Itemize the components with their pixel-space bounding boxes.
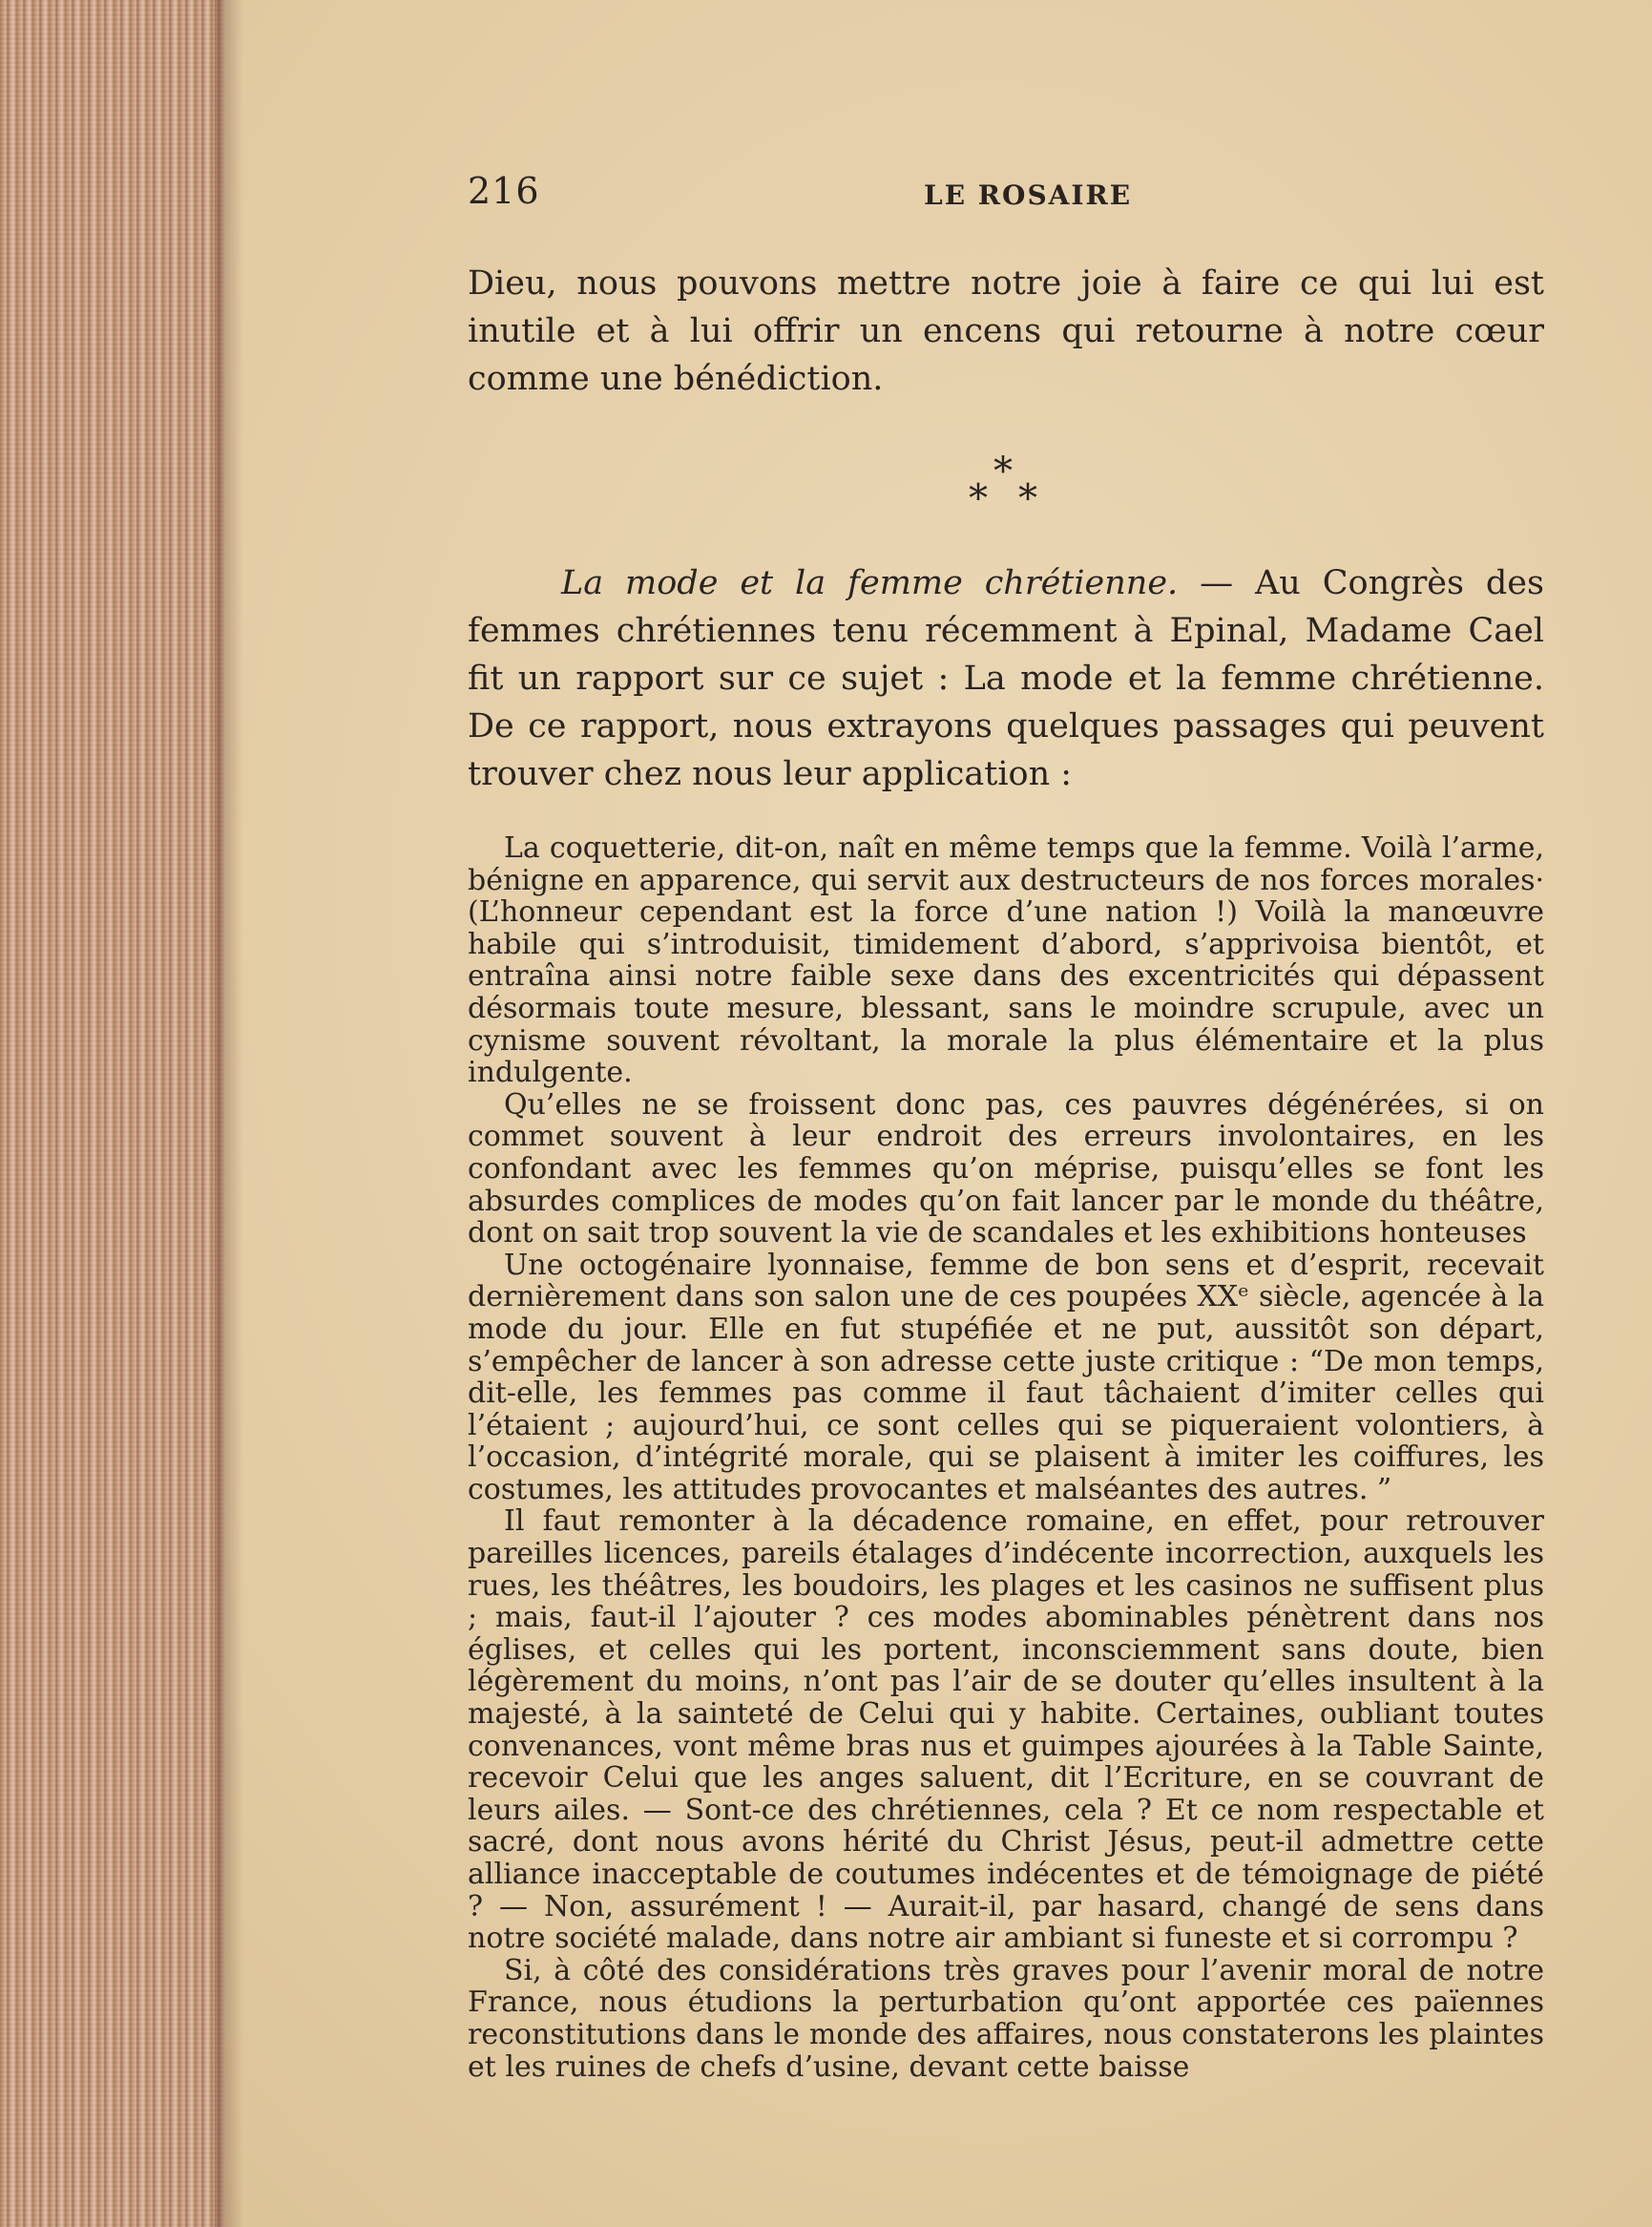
page-body: [468, 260, 1544, 2083]
asterism-right: ⁎: [1018, 465, 1043, 509]
section-intro-text: — Au Congrès des femmes chrétiennes tenu récemment à Epinal, Madame Cael fit un rapport sur ce sujet : La mode et la femme chrétienne. De ce rapport, nous extrayons quelques passages qui peuvent trouver chez nous leur application :: [468, 564, 1544, 793]
asterism-left: ⁎: [969, 465, 993, 509]
quoted-passage: [468, 832, 1544, 2083]
opening-paragraph: Dieu, nous pouvons mettre notre joie à faire ce qui lui est inutile et à lui offrir un encens qui retourne à notre cœur comme une bénédiction.: [468, 264, 1544, 398]
asterism-top: *: [993, 450, 1018, 494]
quote-paragraph: Si, à côté des considérations très graves pour l’avenir moral de notre France, nous étudions la perturbation qu’ont apportée ces païennes reconstitutions dans le monde des affaires, nous constaterons les plaintes et les ruines de chefs d’usine, devant cette baisse: [468, 1953, 1544, 2084]
spine-shadow: [215, 0, 243, 2227]
section-title: La mode et la femme chrétienne.: [561, 564, 1179, 602]
page-number: 216: [468, 170, 540, 212]
running-head: LE ROSAIRE: [924, 179, 1133, 211]
quote-paragraph: Il faut remonter à la décadence romaine, en effet, pour retrouver pareilles licences, pareils étalages d’indécente incorrection, auxquels les rues, les théâtres, les boudoirs, les plages et les casinos ne suffisent plus ; mais, faut-il l’ajouter ? ces modes abominables pénètrent dans nos églises, et celles qui les portent, inconsciemment sans doute, bien légèrement du moins, n’ont pas l’air de se douter qu’elles insultent à la majesté, à la sainteté de Celui qui y habite. Certaines, oubliant toutes convenances, vont même bras nus et guimpes ajourées à la Table Sainte, recevoir Celui que les anges saluent, dit l’Ecriture, en se couvrant de leurs ailes. — Sont-ce des chrétiennes, cela ? Et ce nom respectable et sacré, dont nous avons hérité du Christ Jésus, peut-il admettre cette alliance inacceptable de coutumes indécentes et de témoignage de piété ? — Non, assurément ! — Aurait-il, par hasard, changé de sens dans notre société malade, dans notre air ambiant si funeste et si corrompu ?: [468, 1504, 1544, 1956]
quote-paragraph: Qu’elles ne se froissent donc pas, ces pauvres dégénérées, si on commet souvent à leur endroit des erreurs involontaires, en les confondant avec les femmes qu’on méprise, puisqu’elles se font les absurdes complices de modes qu’on fait lancer par le monde du théâtre, dont on sait trop souvent la vie de scandales et les exhibitions honteuses: [468, 1087, 1544, 1250]
section-intro: [468, 559, 1544, 798]
page-header: [468, 170, 1544, 218]
quote-paragraph: Une octogénaire lyonnaise, femme de bon sens et d’esprit, recevait dernièrement dans son salon une de ces poupées XXᵉ siècle, agencée à la mode du jour. Elle en fut stupéfiée et ne put, aussitôt son départ, s’empêcher de lancer à son adresse cette juste critique : “De mon temps, dit-elle, les femmes pas comme il faut tâchaient d’imiter celles qui l’étaient ; aujourd’hui, ce sont celles qui se piqueraient volontiers, à l’occasion, d’intégrité morale, qui se plaisent à imiter les coiffures, les costumes, les attitudes provocantes et malséantes des autres. ”: [468, 1248, 1544, 1506]
page-spine-edge: [0, 0, 224, 2227]
quote-paragraph: La coquetterie, dit-on, naît en même temps que la femme. Voilà l’arme, bénigne en apparence, qui servit aux destructeurs de nos forces morales· (L’honneur cependant est la force d’une nation !) Voilà la manœuvre habile qui s’introduisit, timidement d’abord, s’apprivoisa bientôt, et entraîna ainsi notre faible sexe dans des excentricités qui dépassent désormais toute mesure, blessant, sans le moindre scrupule, avec un cynisme souvent révoltant, la morale la plus élémentaire et la plus indulgente.: [468, 831, 1544, 1090]
section-asterism: [468, 450, 1544, 509]
